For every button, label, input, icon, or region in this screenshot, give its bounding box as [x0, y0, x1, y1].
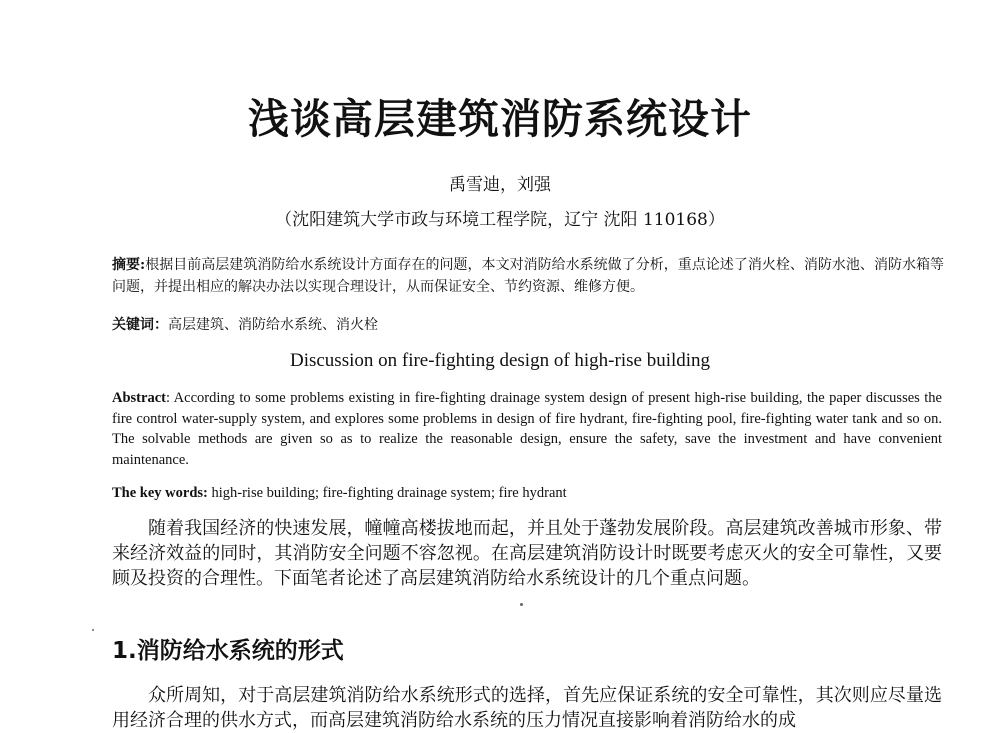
section-1-paragraph: 众所周知，对于高层建筑消防给水系统形式的选择，首先应保证系统的安全可靠性，其次则应尽量选用经济合理的供水方式，而高层建筑消防给水系统的压力情况直接影响着消防给水的成: [112, 685, 942, 731]
chinese-abstract-text: 根据目前高层建筑消防给水系统设计方面存在的问题，本文对消防给水系统做了分析，重点论述了消火栓、消防水池、消防水箱等问题，并提出相应的解决办法以实现合理设计，从而保证安全、节约资源、维修方便。: [112, 257, 944, 295]
chinese-keywords-label: 关键词：: [112, 317, 168, 333]
english-keywords: [112, 483, 942, 504]
section-1-heading: 1.消防给水系统的形式: [112, 638, 344, 664]
english-keywords-text: high-rise building; fire-fighting drainage system; fire hydrant: [207, 485, 567, 501]
english-abstract-label: Abstract: [112, 390, 166, 406]
english-title: Discussion on fire-fighting design of high-rise building: [289, 350, 711, 371]
english-abstract: [112, 388, 942, 470]
chinese-abstract: [112, 254, 944, 298]
paper-affiliation: （沈阳建筑大学市政与环境工程学院，辽宁 沈阳 110168）: [275, 210, 725, 230]
chinese-abstract-label: 摘要:: [112, 257, 146, 273]
scan-speck: [92, 629, 94, 631]
scan-speck: [520, 603, 523, 606]
paper-authors: 禹雪迪，刘强: [449, 175, 551, 195]
chinese-keywords: [112, 314, 944, 336]
english-keywords-label: The key words:: [112, 485, 208, 501]
paper-title: 浅谈高层建筑消防系统设计: [248, 95, 752, 143]
chinese-keywords-text: 高层建筑、消防给水系统、消火栓: [168, 317, 378, 333]
intro-paragraph: 随着我国经济的快速发展，幢幢高楼拔地而起，并且处于蓬勃发展阶段。高层建筑改善城市形象、带来经济效益的同时，其消防安全问题不容忽视。在高层建筑消防设计时既要考虑灭火的安全可靠性，又要顾及投资的合理性。下面笔者论述了高层建筑消防给水系统设计的几个重点问题。: [112, 518, 942, 589]
english-abstract-text: : According to some problems existing in fire-fighting drainage system design of present high-rise building, the paper discusses the fire control water-supply system, and explores some problems in design of fire hydrant, fire-fighting pool, fire-fighting water tank and so on. The solvable methods are given so as to realize the reasonable design, ensure the safety, save the investment and have convenient maintenance.: [112, 390, 942, 468]
